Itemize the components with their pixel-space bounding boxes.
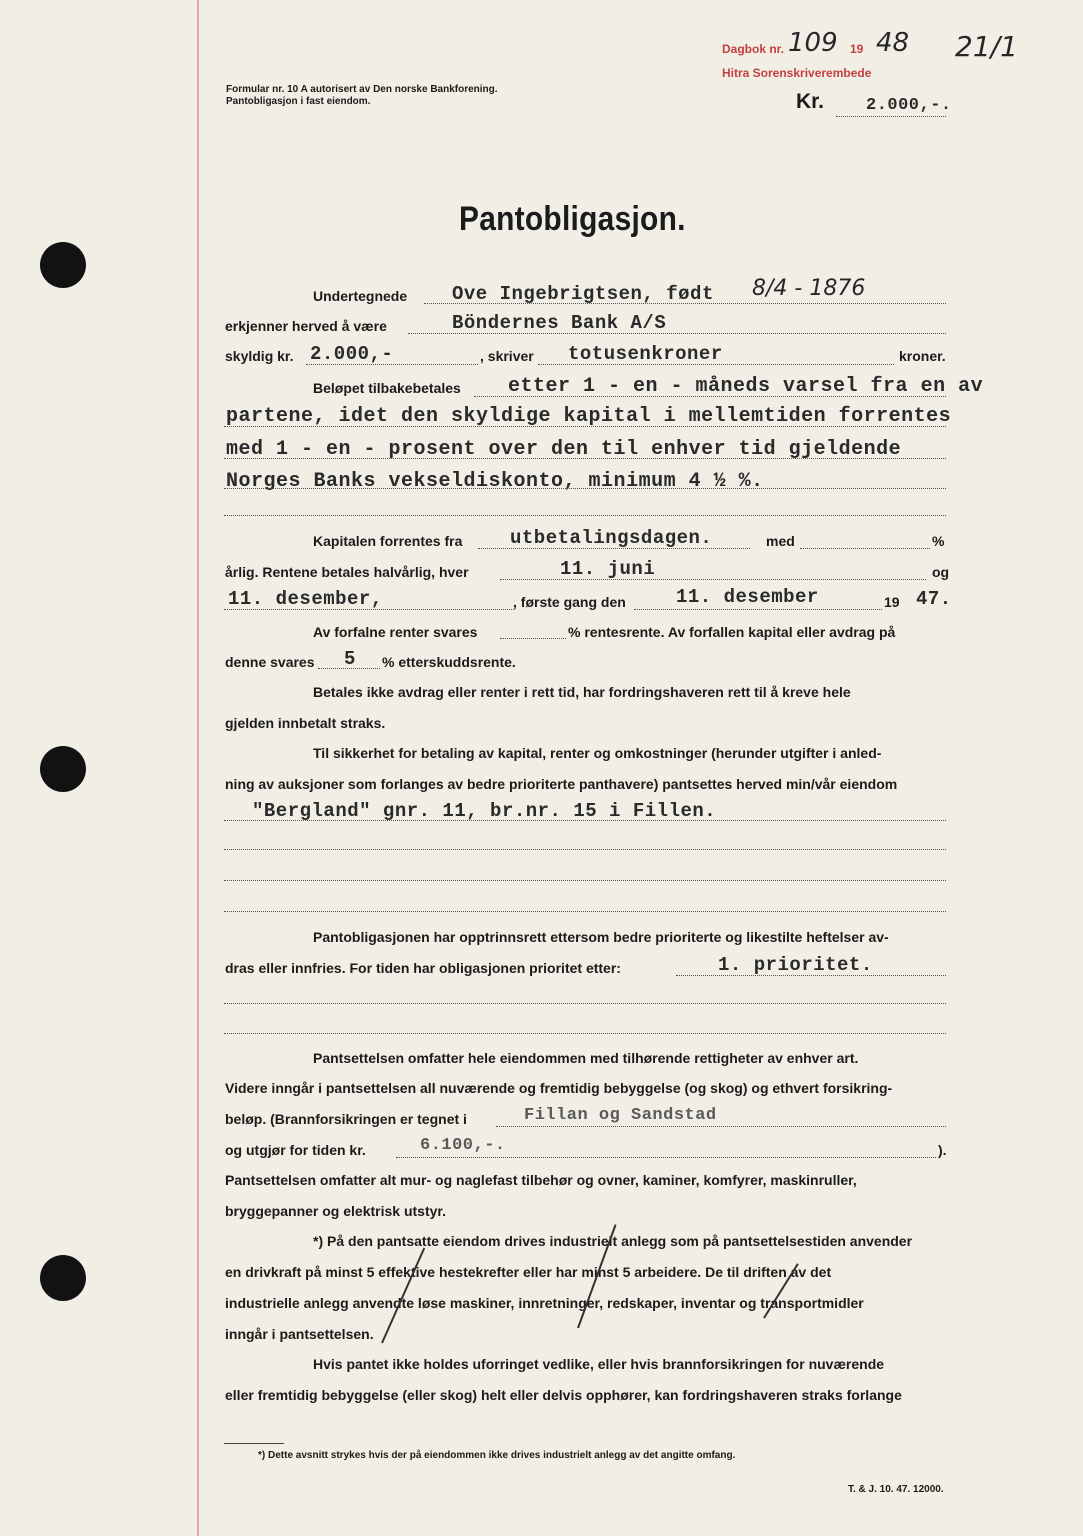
arlig-label: årlig. Rentene betales halvårlig, hver [225, 564, 469, 580]
forfalne-line [500, 638, 566, 639]
pant-line1: Pantsettelsen omfatter hele eiendommen med tilhørende rettigheter av enhver art. [313, 1050, 859, 1066]
property-line3 [224, 880, 946, 881]
date2-line [224, 609, 514, 610]
rentesrente-label: % rentesrente. Av forfallen kapital eller avdrag på [568, 624, 896, 640]
punch-hole-middle [40, 746, 86, 792]
pant-line3: beløp. (Brannforsikringen er tegnet i [225, 1111, 467, 1127]
forste-label: , første gang den [513, 594, 626, 610]
hvis-line1: Hvis pantet ikke holdes uforringet vedlike, eller hvis brannforsikringen for nuværende [313, 1356, 885, 1372]
opptrinn-line1: Pantobligasjonen har opptrinnsrett ettersom bedre prioriterte og likestilte heftelser av- [313, 929, 889, 945]
repayment-line3: med 1 - en - prosent over den til enhver tid gjeldende [226, 438, 902, 461]
close-paren: ). [938, 1142, 947, 1158]
property-line2 [224, 849, 946, 850]
opptrinn-line2: dras eller innfries. For tiden har obligasjonen prioritet etter: [225, 960, 621, 976]
repayment-rule3 [224, 458, 946, 459]
priority-rule3 [224, 1033, 946, 1034]
skriver-label: , skriver [480, 348, 534, 364]
undertegnede-label: Undertegnede [313, 288, 408, 304]
pant-line6: bryggepanner og elektrisk utstyr. [225, 1203, 446, 1219]
journal-date: 21/1 [955, 30, 1018, 63]
betales-line2: gjelden innbetalt straks. [225, 715, 386, 731]
percent-sign: % [932, 533, 945, 549]
med-line [800, 548, 930, 549]
tilbakebetales-label: Beløpet tilbakebetales [313, 380, 461, 396]
punch-hole-top [40, 242, 86, 288]
forfalne-label: Av forfalne renter svares [313, 624, 478, 640]
journal-year-prefix: 19 [850, 42, 864, 56]
kroner-label: kroner. [899, 348, 946, 364]
skriver-line [538, 364, 894, 365]
forste-line [634, 609, 882, 610]
priority-value: 1. prioritet. [718, 954, 873, 976]
interest-date1: 11. juni [560, 558, 656, 580]
insurer-value: Fillan og Sandstad [524, 1106, 717, 1125]
repayment-rule5 [224, 515, 946, 516]
journal-year: 48 [876, 28, 910, 58]
repayment-line4: Norges Banks vekseldiskonto, minimum 4 ½ %. [226, 470, 764, 493]
insured-line [396, 1157, 936, 1158]
betales-line1: Betales ikke avdrag eller renter i rett tid, har fordringshaveren rett til å kreve hele [313, 684, 851, 700]
repayment-rule1 [474, 396, 946, 397]
year-prefix: 19 [884, 594, 900, 610]
kapital-label: Kapitalen forrentes fra [313, 533, 463, 549]
industrial-line3: industrielle anlegg anvendte løse maskiner, innretninger, redskaper, inventar og transportmidler [225, 1295, 864, 1311]
etterskudd-label: % etterskuddsrente. [382, 654, 516, 670]
kapital-value: utbetalingsdagen. [510, 527, 713, 549]
margin-rule [197, 0, 199, 1536]
page-title: Pantobligasjon. [459, 200, 686, 238]
creditor-line [408, 333, 946, 334]
punch-hole-bottom [40, 1255, 86, 1301]
pant-line5: Pantsettelsen omfatter alt mur- og naglefast tilbehør og ovner, kaminer, komfyrer, maskinruller, [225, 1172, 857, 1188]
interest-date2: 11. desember, [228, 588, 383, 610]
arlig-line [500, 579, 926, 580]
property-line1 [224, 820, 946, 821]
insurer-line [496, 1126, 946, 1127]
pant-line2: Videre inngår i pantsettelsen all nuværende og fremtidig bebyggelse (og skog) og ethvert forsikring- [225, 1080, 893, 1096]
skyldig-label: skyldig kr. [225, 348, 294, 364]
office-stamp: Hitra Sorenskriverembede [722, 66, 872, 80]
repayment-rule4 [224, 488, 946, 489]
insured-amount: 6.100,-. [420, 1136, 506, 1155]
skyldig-amount: 2.000,- [310, 343, 394, 365]
birth-date: 8/4 - 1876 [752, 276, 866, 301]
industrial-line1: *) På den pantsatte eiendom drives industrielt anlegg som på pantsettelsestiden anvender [313, 1233, 913, 1249]
first-year: 47. [916, 588, 952, 610]
priority-rule2 [224, 1003, 946, 1004]
property-description: "Bergland" gnr. 11, br.nr. 15 i Fillen. [252, 800, 717, 822]
journal-number: 109 [788, 28, 838, 58]
skriver-amount-words: totusenkroner [568, 343, 723, 365]
hvis-line2: eller fremtidig bebyggelse (eller skog) helt eller delvis opphører, kan fordringshaveren straks forlange [225, 1387, 902, 1403]
industrial-line2: en drivkraft på minst 5 effektive hestekrefter eller har minst 5 arbeidere. De til driften av det [225, 1264, 832, 1280]
kapital-line [478, 548, 750, 549]
printer-mark: T. & J. 10. 47. 12000. [848, 1484, 944, 1495]
repayment-rule2 [224, 426, 946, 427]
industrial-line4: inngår i pantsettelsen. [225, 1326, 374, 1342]
amount-line [836, 116, 946, 117]
amount-label: Kr. [796, 90, 825, 113]
repayment-line2: partene, idet den skyldige kapital i mellemtiden forrentes [226, 405, 952, 428]
form-id-line1: Formular nr. 10 A autorisert av Den norske Bankforening. [226, 84, 498, 95]
property-line4 [224, 911, 946, 912]
amount-value: 2.000,-. [866, 96, 952, 115]
sikkerhet-line2: ning av auksjoner som forlanges av bedre prioriterte panthavere) pantsettes herved min/vår eiendom [225, 776, 898, 792]
footnote-rule [224, 1443, 284, 1444]
creditor-name: Böndernes Bank A/S [452, 312, 667, 334]
skyldig-line [306, 364, 478, 365]
erkjenner-label: erkjenner herved å være [225, 318, 387, 334]
form-id-line2: Pantobligasjon i fast eiendom. [226, 96, 371, 107]
undertegnede-line [424, 303, 946, 304]
priority-line [676, 975, 946, 976]
repayment-line1: etter 1 - en - måneds varsel fra en av [508, 375, 984, 398]
journal-stamp-label: Dagbok nr. [722, 42, 785, 56]
pant-line4: og utgjør for tiden kr. [225, 1142, 366, 1158]
first-date: 11. desember [676, 586, 819, 608]
denne-label: denne svares [225, 654, 315, 670]
med-label: med [766, 533, 795, 549]
footnote: *) Dette avsnitt strykes hvis der på eiendommen ikke drives industrielt anlegg av det angitte omfang. [258, 1450, 736, 1461]
debtor-name: Ove Ingebrigtsen, født [452, 283, 714, 305]
denne-line [318, 668, 380, 669]
sikkerhet-line1: Til sikkerhet for betaling av kapital, renter og omkostninger (herunder utgifter i anled- [313, 745, 882, 761]
penalty-rate: 5 [344, 648, 356, 670]
og-label: og [932, 564, 950, 580]
